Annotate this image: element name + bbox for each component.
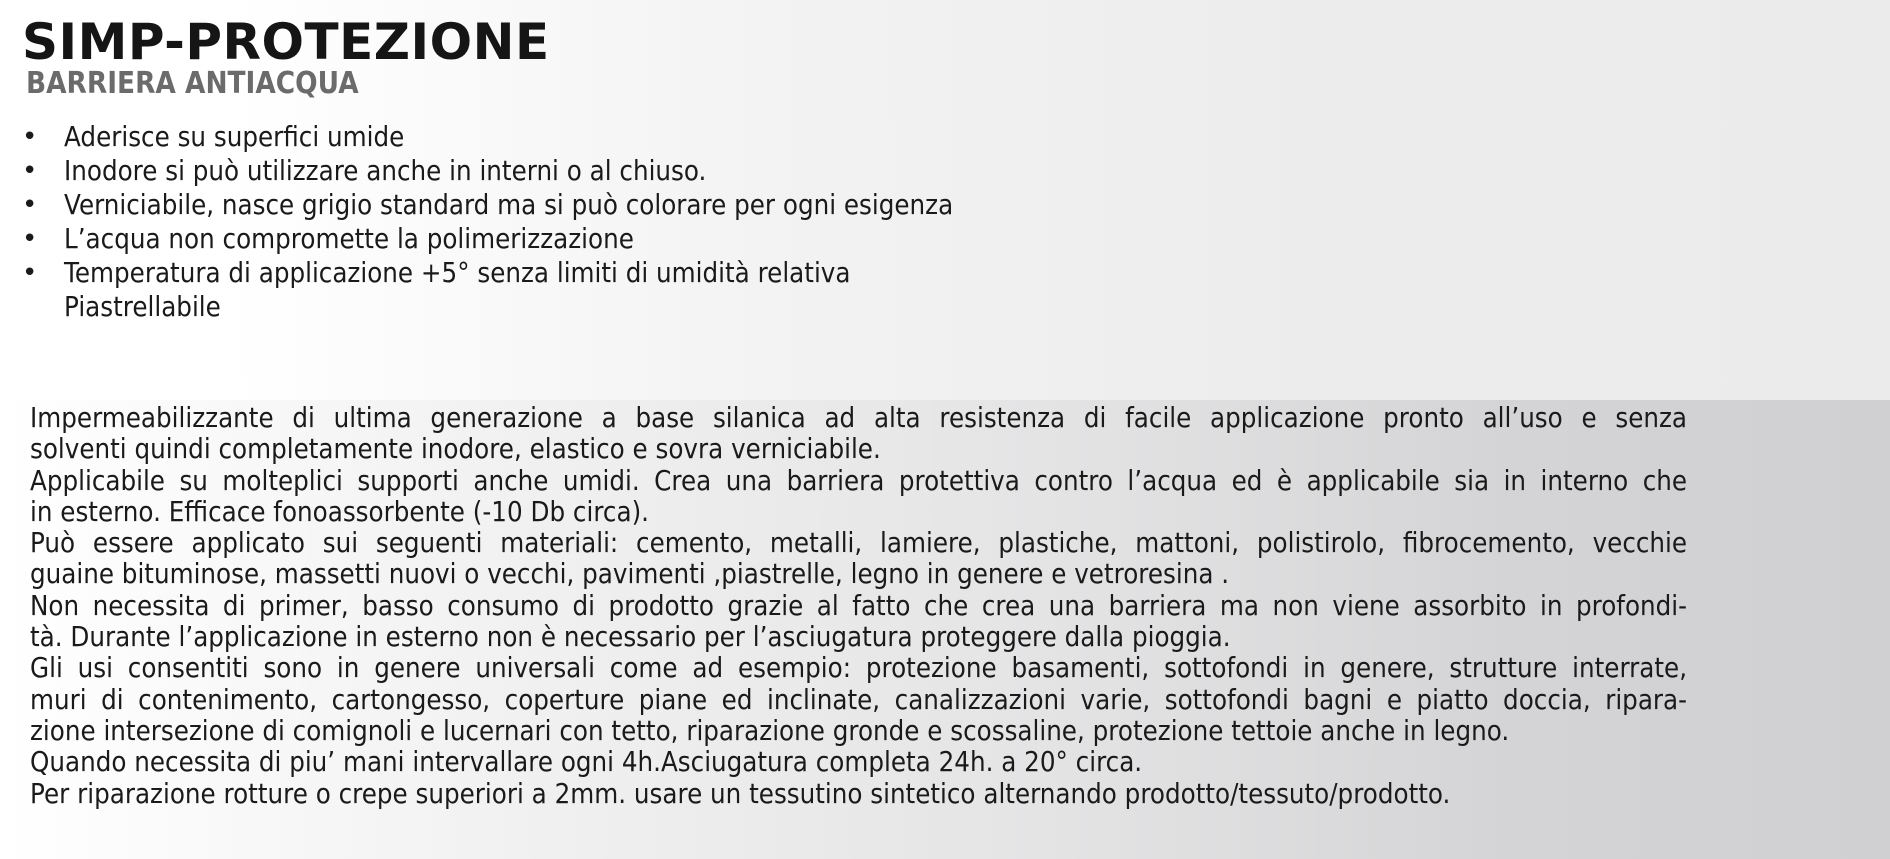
description-line: Quando necessita di piu’ mani intervallare ogni 4h.Asciugatura completa 24h. a 20° circa. <box>30 745 1143 779</box>
product-title: SIMP-PROTEZIONE <box>22 13 550 71</box>
feature-item <box>22 256 1074 290</box>
description-line: Per riparazione rotture o crepe superiori a 2mm. usare un tessutino sintetico alternando prodotto/tessuto/prodotto. <box>30 776 1451 810</box>
feature-text: Temperatura di applicazione +5° senza limiti di umidità relativa <box>64 256 851 289</box>
feature-extra-line <box>64 290 242 324</box>
feature-text: Inodore si può utilizzare anche in interni o al chiuso. <box>64 154 707 187</box>
feature-list <box>22 120 1074 290</box>
bullet-icon: • <box>22 122 38 152</box>
bullet-icon: • <box>22 224 38 254</box>
feature-text: Aderisce su superfici umide <box>64 120 405 153</box>
description-line: Non necessita di primer, basso consumo di prodotto grazie al fatto che crea una barriera ma non viene assorbito in profondi- <box>30 588 1688 622</box>
description-line: guaine bituminose, massetti nuovi o vecchi, pavimenti ,piastrelle, legno in genere e vetroresina . <box>30 557 1230 591</box>
feature-extra-text: Piastrellabile <box>64 290 221 323</box>
feature-item <box>22 154 1074 188</box>
feature-item <box>22 188 1074 222</box>
feature-item <box>22 222 1074 256</box>
description-line: Gli usi consentiti sono in genere universali come ad esempio: protezione basamenti, sottofondi in genere, strutture interrate, <box>30 651 1688 685</box>
description-line: Applicabile su molteplici supporti anche umidi. Crea una barriera protettiva contro l’acqua ed è applicabile sia in interno che <box>30 463 1688 497</box>
description-line: tà. Durante l’applicazione in esterno non è necessario per l’asciugatura proteggere dalla pioggia. <box>30 620 1231 654</box>
feature-text: L’acqua non compromette la polimerizzazione <box>64 222 634 255</box>
product-subtitle: BARRIERA ANTIACQUA <box>26 66 359 101</box>
bullet-icon: • <box>22 156 38 186</box>
description-line: zione intersezione di comignoli e lucernari con tetto, riparazione gronde e scossaline, protezione tettoie anche in legno. <box>30 713 1510 747</box>
description-line: Può essere applicato sui seguenti materiali: cemento, metalli, lamiere, plastiche, mattoni, polistirolo, fibrocemento, vecchie <box>30 526 1688 560</box>
bullet-icon: • <box>22 190 38 220</box>
feature-item <box>22 120 1074 154</box>
bullet-icon: • <box>22 258 38 288</box>
description-line: in esterno. Efficace fonoassorbente (-10 Db circa). <box>30 494 650 528</box>
description-body <box>30 402 1687 809</box>
description-line: solventi quindi completamente inodore, elastico e sovra verniciabile. <box>30 432 881 466</box>
feature-text: Verniciabile, nasce grigio standard ma si può colorare per ogni esigenza <box>64 188 954 221</box>
description-line: muri di contenimento, cartongesso, coperture piane ed inclinate, canalizzazioni varie, sottofondi bagni e piatto doccia, ripara- <box>30 682 1688 716</box>
description-line: Impermeabilizzante di ultima generazione a base silanica ad alta resistenza di facile applicazione pronto all’uso e senza <box>30 401 1688 434</box>
